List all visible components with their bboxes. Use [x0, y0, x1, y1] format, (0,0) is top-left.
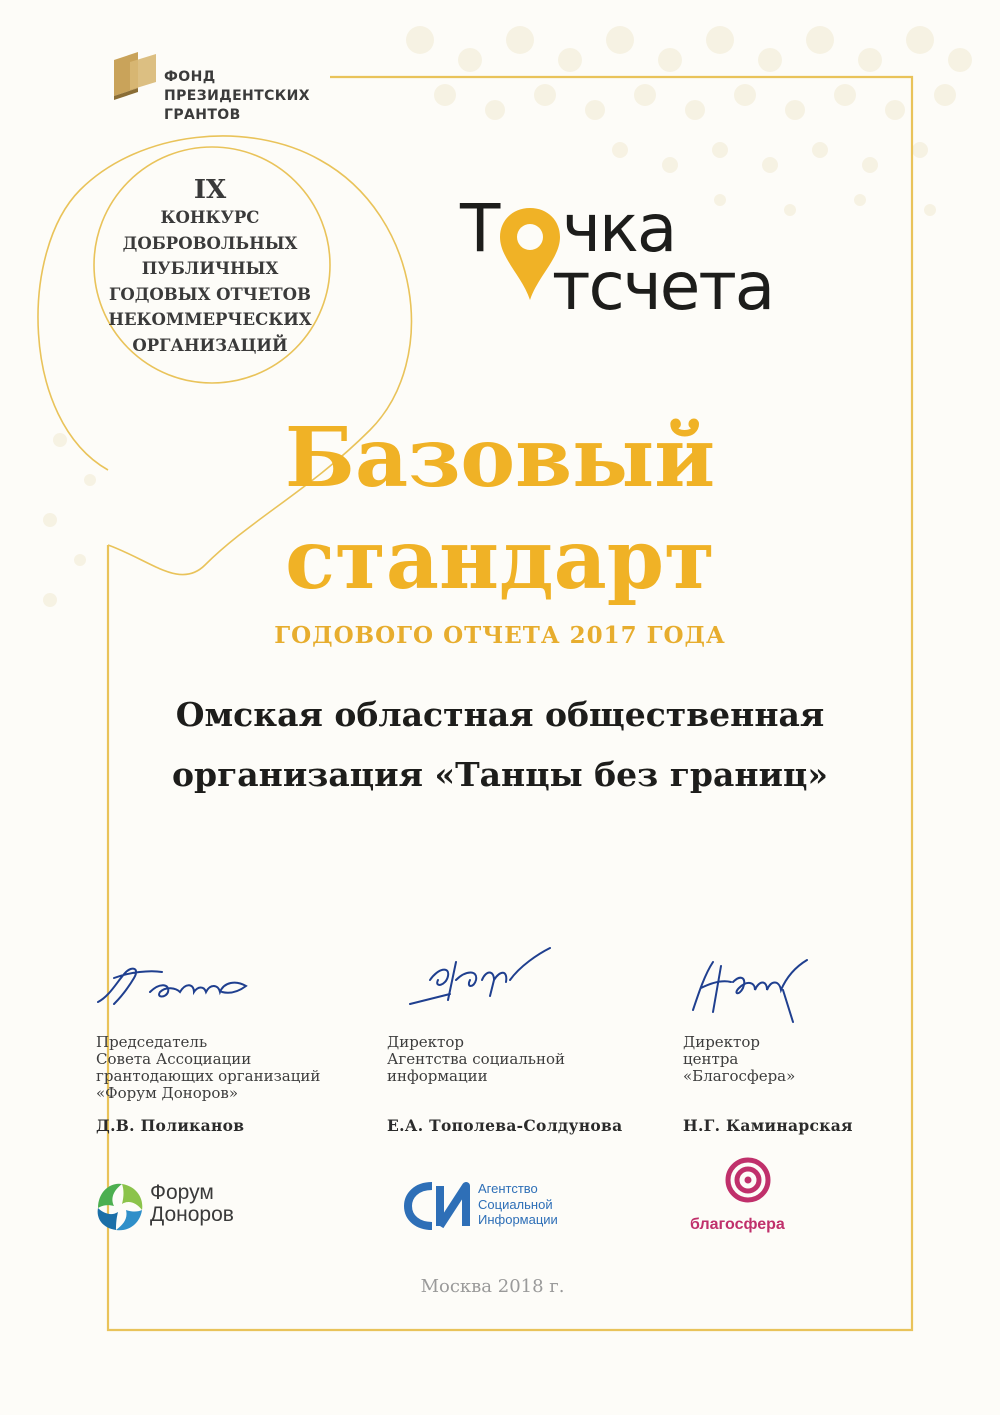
- agency-name: [478, 1181, 558, 1228]
- agency-social-info-logo: [404, 1178, 584, 1234]
- spiral-icon: [724, 1156, 772, 1204]
- contest-line: ДОБРОВОЛЬНЫХ: [122, 233, 298, 253]
- signatory-role: [96, 1034, 320, 1102]
- tochka-otcheta-logo: [460, 188, 860, 325]
- place-and-year: Москва 2018 г.: [420, 1276, 565, 1297]
- award-title-line2: стандарт: [285, 512, 715, 608]
- signatory-name: Н.Г. Каминарская: [683, 1116, 853, 1135]
- signatory-role-line: грантодающих организаций: [96, 1067, 321, 1085]
- signatory-role-line: центра: [683, 1050, 739, 1068]
- contest-label: [95, 175, 325, 358]
- signatory-role-line: Председатель: [96, 1033, 208, 1051]
- forum-donorov-logo: [92, 1178, 262, 1234]
- signature-kaminarskaya: [683, 952, 823, 1032]
- forum-hands-icon: [92, 1178, 148, 1234]
- asi-mark-icon: [404, 1180, 474, 1232]
- signatory-role-line: Директор: [387, 1033, 464, 1051]
- brand-word-tochka-rest: чка: [562, 190, 676, 267]
- award-subtitle: ГОДОВОГО ОТЧЕТА 2017 ГОДА: [274, 622, 726, 649]
- signatory-role-line: Агентства социальной: [387, 1050, 565, 1068]
- award-title-line1: Базовый: [284, 410, 716, 506]
- signatory-role-line: «Форум Доноров»: [96, 1084, 239, 1102]
- signatory-name: Д.В. Поликанов: [96, 1116, 245, 1135]
- fund-mark-icon: [108, 48, 158, 104]
- blagosfera-name: благосфера: [690, 1216, 785, 1233]
- fund-name-line: ФОНД: [164, 69, 216, 85]
- fund-name: [164, 68, 310, 125]
- signatory-role-line: информации: [387, 1067, 488, 1085]
- recipient-line2: организация «Танцы без границ»: [171, 755, 829, 794]
- contest-line: ОРГАНИЗАЦИЙ: [132, 335, 288, 355]
- agency-name-line: Социальной: [478, 1196, 553, 1212]
- forum-donorov-name-line: Форум: [150, 1181, 214, 1204]
- contest-line: ГОДОВЫХ ОТЧЕТОВ: [108, 284, 312, 304]
- brand-word-otcheta: тсчета: [552, 248, 774, 325]
- signature-topoleva: [390, 940, 570, 1020]
- contest-line: НЕКОММЕРЧЕСКИХ: [108, 310, 312, 329]
- brand-letter-t: Т: [460, 190, 499, 267]
- signatory-role-line: Директор: [683, 1033, 760, 1051]
- signatory-role: [683, 1034, 795, 1085]
- contest-numeral: IX: [193, 175, 227, 205]
- agency-name-line: Агентство: [478, 1181, 538, 1196]
- signatory-role: [387, 1034, 565, 1085]
- signatory-name: Е.А. Тополева-Солдунова: [387, 1116, 623, 1135]
- agency-name-line: Информации: [478, 1212, 558, 1227]
- forum-donorov-name: [150, 1182, 234, 1226]
- contest-line: ПУБЛИЧНЫХ: [141, 259, 279, 278]
- signatory-role-line: «Благосфера»: [683, 1067, 796, 1085]
- blagosfera-logo: [688, 1156, 808, 1240]
- signature-polikanov: [90, 958, 270, 1018]
- forum-donorov-name-line: Доноров: [150, 1203, 234, 1226]
- fund-name-line: ПРЕЗИДЕНТСКИХ: [164, 88, 310, 104]
- contest-line: КОНКУРС: [160, 208, 260, 227]
- recipient-line1: Омская областная общественная: [175, 695, 825, 734]
- presidential-grants-logo: [108, 48, 318, 123]
- signatory-role-line: Совета Ассоциации: [96, 1050, 252, 1068]
- fund-name-line: ГРАНТОВ: [164, 107, 241, 123]
